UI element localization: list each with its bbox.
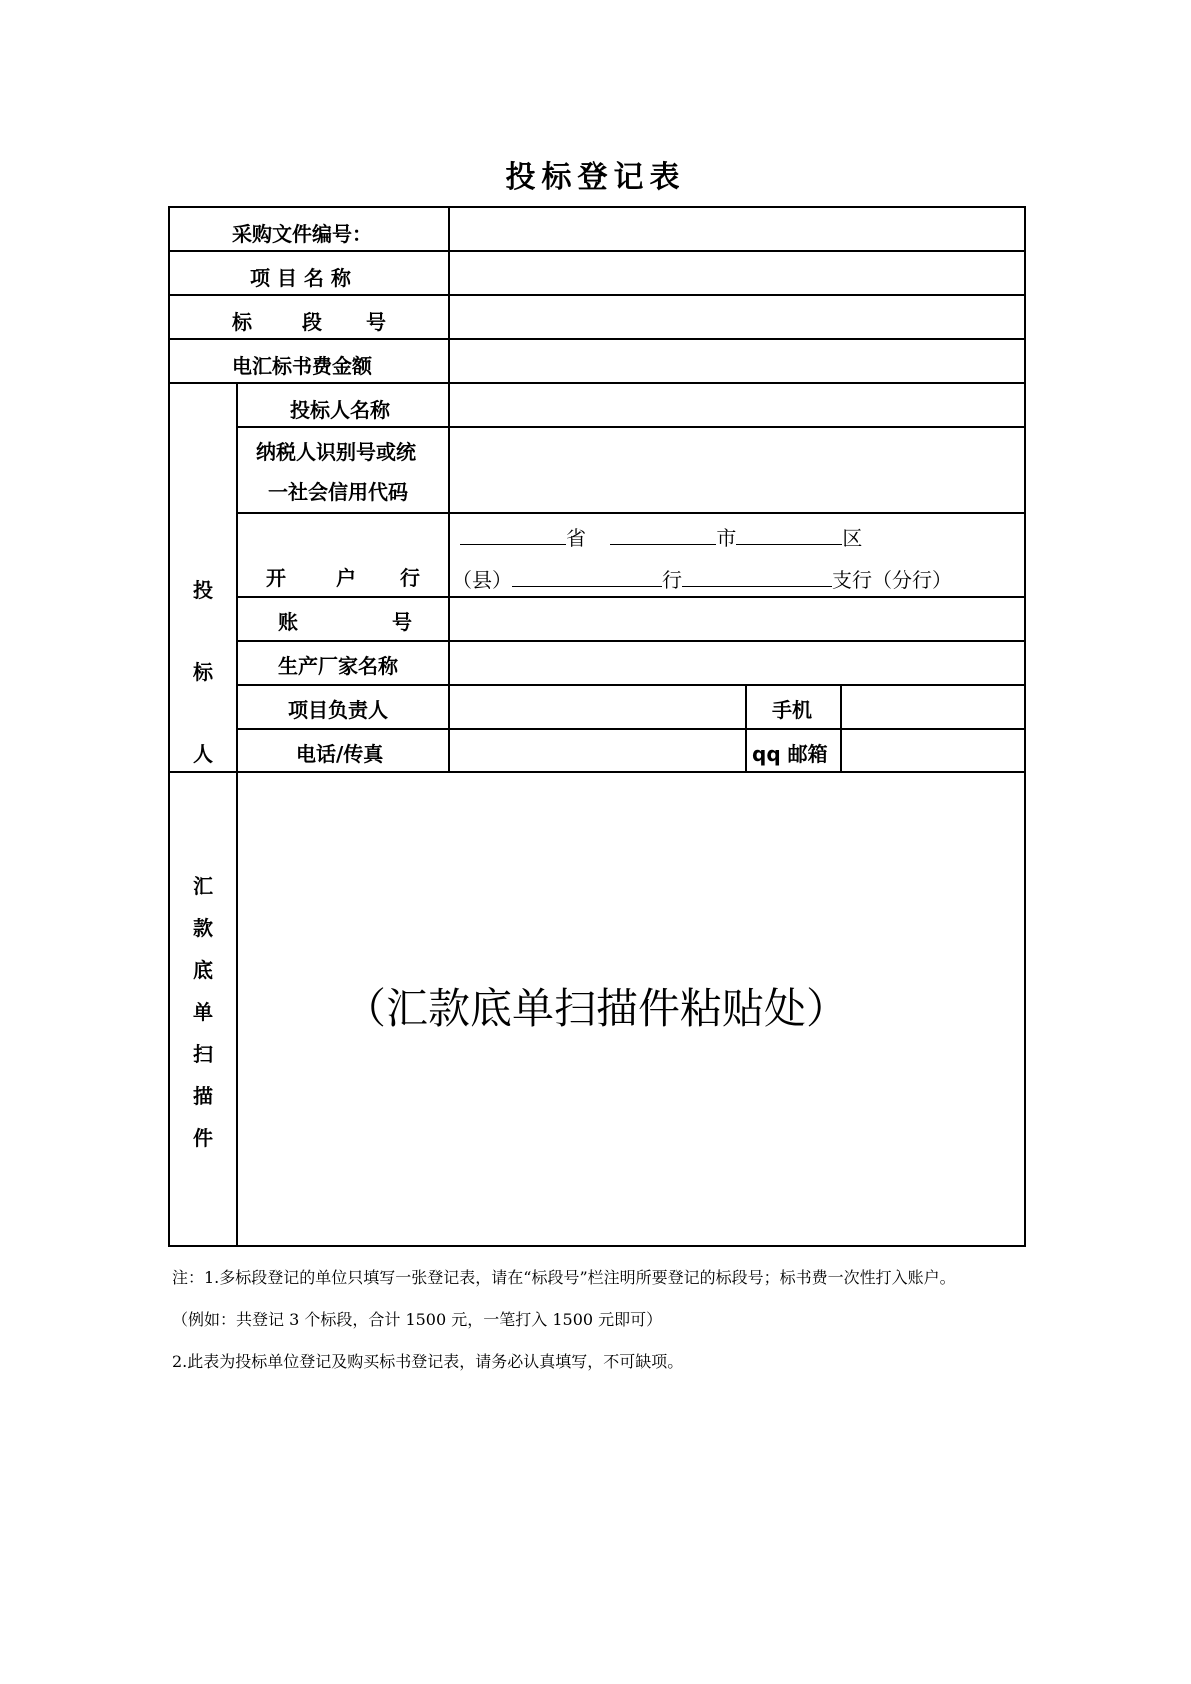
branch-blank[interactable]	[682, 566, 832, 587]
row-divider	[238, 640, 1024, 642]
col-divider	[236, 382, 238, 1245]
col-divider	[745, 684, 747, 772]
lot-no-label-3: 号	[366, 310, 386, 334]
lot-no-label-1: 标	[232, 310, 252, 334]
row-divider	[238, 728, 1024, 730]
lot-no-label-2: 段	[302, 310, 322, 334]
wire-fee-amount-label: 电汇标书费金额	[232, 354, 372, 378]
qq-email-label: qq 邮箱	[752, 742, 828, 766]
page-title: 投标登记表	[505, 160, 686, 195]
county-label: （县）	[452, 568, 512, 592]
row-divider	[170, 294, 1024, 296]
row-divider	[238, 426, 1024, 428]
manufacturer-name-label: 生产厂家名称	[278, 654, 398, 678]
project-name-label: 项 目 名 称	[250, 266, 351, 290]
bidder-group-label-1: 投	[193, 578, 213, 602]
account-label-1: 账	[278, 610, 298, 634]
remittance-group-label-3: 底	[193, 958, 213, 982]
row-divider	[238, 684, 1024, 686]
row-divider	[170, 338, 1024, 340]
remittance-group-label-7: 件	[193, 1126, 213, 1150]
remittance-placeholder: （汇款底单扫描件粘贴处）	[344, 984, 849, 1033]
bank-label-1: 开	[266, 566, 286, 590]
phone-fax-label: 电话/传真	[296, 742, 384, 766]
remittance-group-label-2: 款	[193, 916, 213, 940]
bidder-group-label-2: 标	[193, 660, 213, 684]
bank-fill-line2	[452, 566, 952, 592]
tax-id-label-line2: 一社会信用代码	[268, 480, 408, 504]
note-line-1: 注：1.多标段登记的单位只填写一张登记表，请在“标段号”栏注明所要登记的标段号；标书费一次性打入账户。	[172, 1268, 956, 1287]
district-label: 区	[842, 526, 863, 550]
province-blank[interactable]	[460, 524, 566, 545]
col-divider	[448, 208, 450, 772]
row-divider	[238, 512, 1024, 514]
remittance-group-label-1: 汇	[193, 874, 213, 898]
row-divider	[238, 596, 1024, 598]
mobile-label: 手机	[772, 698, 812, 722]
bank-suffix-label: 行	[662, 568, 682, 592]
province-label: 省	[566, 526, 586, 550]
remittance-group-label-6: 描	[193, 1084, 213, 1108]
note-line-3: 2.此表为投标单位登记及购买标书登记表，请务必认真填写，不可缺项。	[172, 1352, 684, 1371]
city-label: 市	[716, 526, 737, 550]
bidder-name-label: 投标人名称	[290, 398, 390, 422]
bidder-group-label-3: 人	[193, 742, 213, 766]
remittance-group-label-4: 单	[193, 1000, 213, 1024]
city-blank[interactable]	[610, 524, 716, 545]
bank-blank[interactable]	[512, 566, 662, 587]
note-line-2: （例如：共登记 3 个标段，合计 1500 元，一笔打入 1500 元即可）	[172, 1310, 663, 1329]
procurement-file-no-label: 采购文件编号：	[232, 222, 372, 246]
district-blank[interactable]	[736, 524, 842, 545]
tax-id-label-line1: 纳税人识别号或统	[256, 440, 416, 464]
branch-label: 支行（分行）	[832, 568, 952, 592]
account-label-2: 号	[392, 610, 412, 634]
registration-form	[168, 206, 1026, 1247]
row-divider	[170, 250, 1024, 252]
bank-label-2: 户	[336, 566, 356, 590]
row-divider	[170, 771, 1024, 773]
bank-fill-line1	[460, 524, 862, 550]
bank-label-3: 行	[400, 566, 420, 590]
row-divider	[170, 382, 1024, 384]
remittance-group-label-5: 扫	[193, 1042, 213, 1066]
project-lead-label: 项目负责人	[288, 698, 388, 722]
col-divider	[840, 684, 842, 772]
